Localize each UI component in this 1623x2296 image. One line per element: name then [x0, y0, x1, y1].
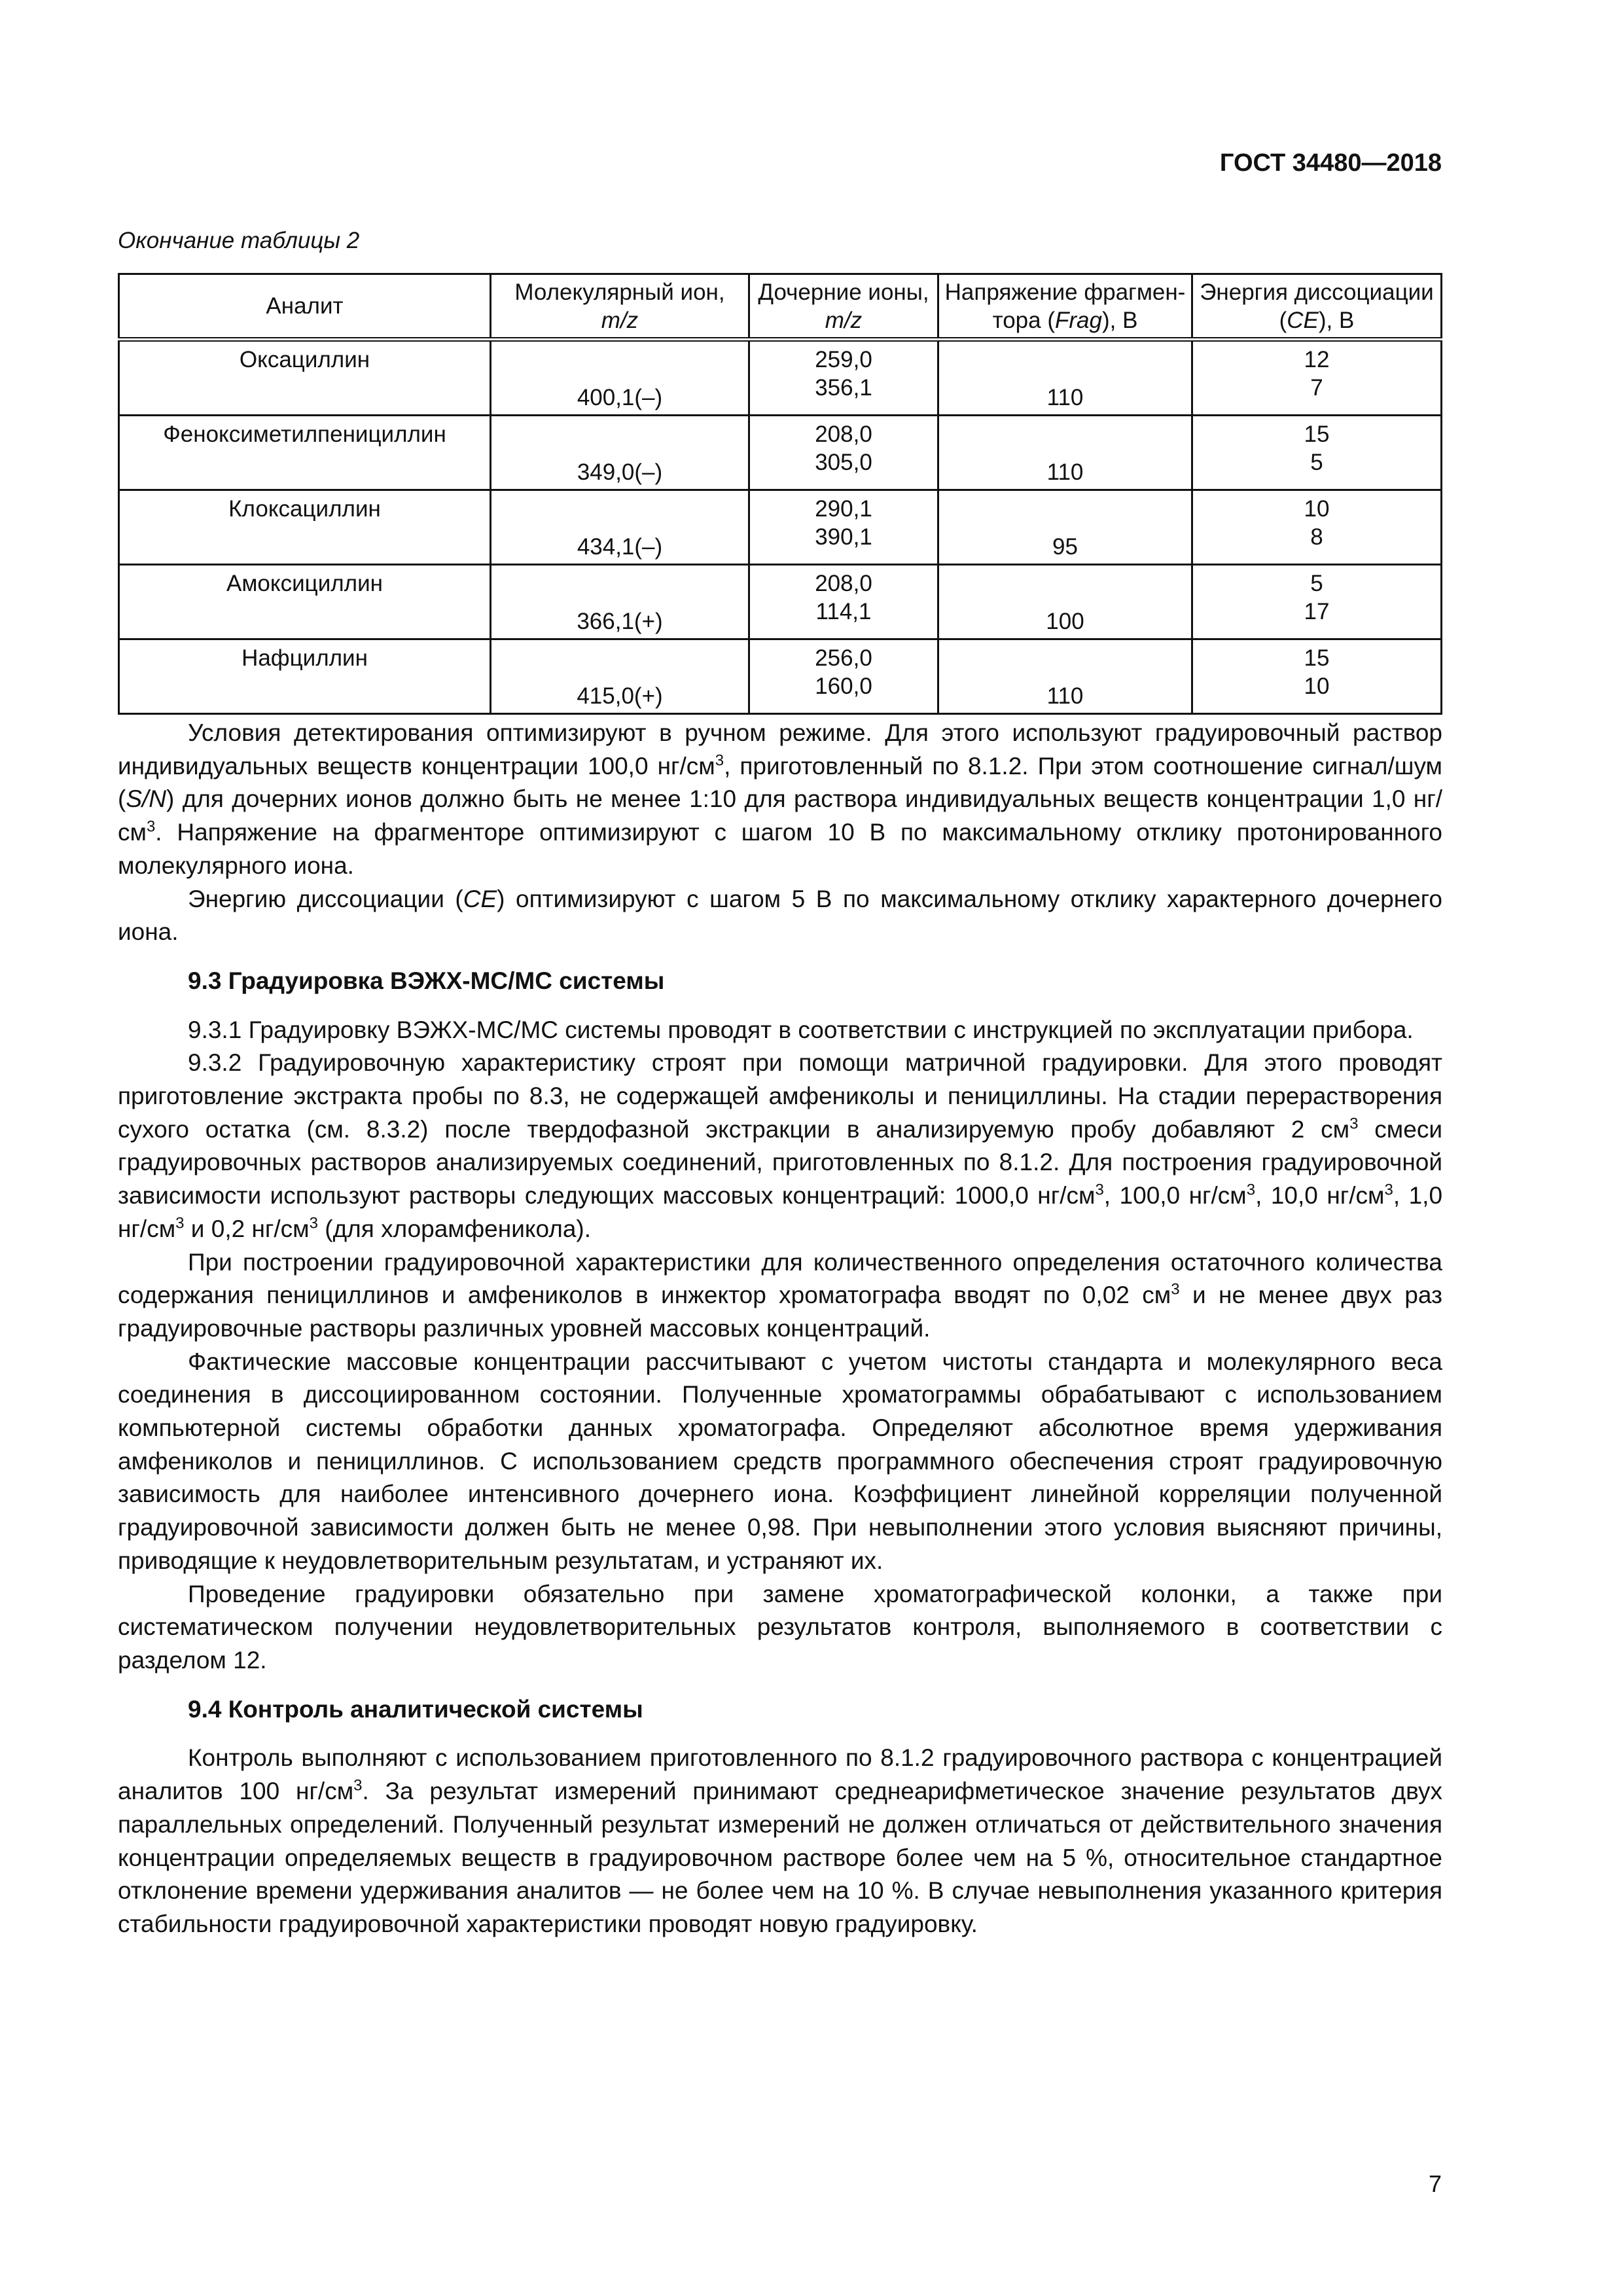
- ce-value: 5: [1310, 571, 1323, 596]
- paragraph: [118, 1014, 1442, 1047]
- ce-value: 7: [1310, 375, 1323, 401]
- header-text: тора (: [992, 307, 1055, 333]
- text-run: , 100,0 нг/см: [1103, 1182, 1247, 1210]
- paragraph: [118, 1047, 1442, 1246]
- daughter-ion: 208,0: [815, 571, 872, 596]
- cell-fragmentor: 110: [938, 340, 1192, 416]
- text-run: , 1,0 нг/см: [118, 1182, 1443, 1242]
- ce-value: 17: [1304, 599, 1330, 624]
- table-header-row: [119, 274, 1442, 340]
- superscript: 3: [1095, 1181, 1104, 1199]
- cell-collision-energy: [1192, 340, 1442, 416]
- text-run: и не менее двух раз градуировочные растворы различных уровней массовых концентраций.: [118, 1282, 1442, 1342]
- header-unit: m/z: [601, 307, 639, 333]
- text-run: Проведение градуировки обязательно при замене хроматографической колонки, а также при систематическом получении неудовлетворительных результатов контроля, выполняемого в соответствии с разделом 12.: [118, 1580, 1442, 1674]
- text-run: , 10,0 нг/см: [1255, 1182, 1385, 1210]
- superscript: 3: [715, 751, 724, 770]
- ce-value: 5: [1310, 450, 1323, 475]
- text-run: Условия детектирования оптимизируют в ручном режиме. Для этого используют градуировочный раствор индивидуальных веществ концентрации 100,0 нг/см: [118, 719, 1442, 780]
- text-run: 9.4 Контроль аналитической системы: [188, 1695, 643, 1723]
- text-run: 9.3.2 Градуировочную характеристику строят при помощи матричной градуировки. Для этого проводят приготовление экстракта пробы по 8.3, не содержащей амфениколы и пенициллины. На стадии перерастворения сухого остатка (см. 8.3.2) после твердофазной экстракции в анализируемую пробу добавляют 2 см: [118, 1049, 1442, 1143]
- header-text: Напряжение фрагмен-: [944, 279, 1186, 305]
- header-analyte: Аналит: [119, 274, 491, 340]
- daughter-ion: 259,0: [815, 347, 872, 372]
- table-caption: Окончание таблицы 2: [118, 228, 360, 253]
- cell-daughter-ions: [749, 565, 938, 639]
- text-run: . Напряжение на фрагменторе оптимизируют с шагом 10 В по максимальному отклику протонированного молекулярного иона.: [118, 819, 1442, 879]
- cell-collision-energy: [1192, 565, 1442, 639]
- cell-fragmentor: 110: [938, 416, 1192, 490]
- paragraph: [118, 883, 1442, 949]
- cell-collision-energy: [1192, 416, 1442, 490]
- cell-analyte: Феноксиметилпенициллин: [119, 416, 491, 490]
- ce-value: 12: [1304, 347, 1330, 372]
- text-run: 9.3 Градуировка ВЭЖХ-МС/МС системы: [188, 967, 665, 994]
- table-row: [119, 340, 1442, 416]
- text-run: . За результат измерений принимают среднеарифметическое значение результатов двух параллельных определений. Полученный результат измерений не должен отличаться от действительного значения концентрации определяемых веществ в градуировочном растворе более чем на 5 %, относительное стандартное отклонение времени удерживания аналитов — не более чем на 10 %. В случае невыполнения указанного критерия стабильности градуировочной характеристики проводят новую градуировку.: [118, 1778, 1442, 1937]
- text-run: ) для дочерних ионов должно быть не менее 1:10 для раствора индивидуальных веществ концентрации 1,0 нг/см: [118, 785, 1442, 846]
- table-row: [119, 565, 1442, 639]
- ce-value: 10: [1304, 673, 1330, 699]
- paragraph: [118, 717, 1442, 883]
- header-text: Дочерние ионы,: [758, 279, 929, 305]
- daughter-ion: 290,1: [815, 496, 872, 522]
- document-body: [118, 717, 1442, 1941]
- superscript: 3: [146, 817, 156, 836]
- cell-daughter-ions: [749, 416, 938, 490]
- cell-collision-energy: [1192, 490, 1442, 565]
- cell-analyte: Оксациллин: [119, 340, 491, 416]
- cell-molecular-ion: 415,0(+): [491, 639, 749, 714]
- table-row: [119, 490, 1442, 565]
- table-row: [119, 416, 1442, 490]
- cell-fragmentor: 110: [938, 639, 1192, 714]
- header-unit: m/z: [825, 307, 863, 333]
- daughter-ion: 356,1: [815, 375, 872, 401]
- paragraph: [118, 1346, 1442, 1578]
- table-row: [119, 639, 1442, 714]
- section-heading: [118, 965, 1442, 998]
- paragraph: [118, 1742, 1442, 1941]
- header-text: ), В: [1318, 307, 1355, 333]
- text-run: , приготовленный по 8.1.2. При этом соотношение сигнал/шум (: [118, 752, 1442, 813]
- text-run: S/N: [126, 785, 167, 813]
- text-run: CE: [463, 885, 497, 912]
- header-text: ), В: [1101, 307, 1138, 333]
- text-run: и 0,2 нг/см: [184, 1215, 310, 1242]
- superscript: 3: [353, 1776, 363, 1795]
- cell-daughter-ions: [749, 340, 938, 416]
- ce-value: 15: [1304, 422, 1330, 447]
- daughter-ion: 208,0: [815, 422, 872, 447]
- paragraph: [118, 1246, 1442, 1346]
- header-abbrev: CE: [1287, 307, 1319, 333]
- cell-collision-energy: [1192, 639, 1442, 714]
- cell-molecular-ion: 434,1(–): [491, 490, 749, 565]
- superscript: 3: [309, 1214, 318, 1232]
- header-abbrev: Frag: [1055, 307, 1102, 333]
- cell-molecular-ion: 400,1(–): [491, 340, 749, 416]
- page-number: 7: [1428, 2170, 1442, 2197]
- superscript: 3: [1246, 1181, 1256, 1199]
- cell-daughter-ions: [749, 639, 938, 714]
- header-molecular-ion: [491, 274, 749, 340]
- document-id: ГОСТ 34480—2018: [1219, 149, 1442, 177]
- text-run: Фактические массовые концентрации рассчитывают с учетом чистоты стандарта и молекулярного веса соединения в диссоциированном состоянии. Полученные хроматограммы обрабатывают с использованием компьютерной системы обработки данных хроматографа. Определяют абсолютное время удерживания амфениколов и пенициллинов. С использованием средств программного обеспечения строят градуировочную зависимость для наиболее интенсивного дочернего иона. Коэффициент линейной корреляции полученной градуировочной зависимости должен быть не менее 0,98. При невыполнении этого условия выясняют причины, приводящие к неудовлетворительным результатам, и устраняют их.: [118, 1348, 1442, 1574]
- daughter-ion: 256,0: [815, 645, 872, 671]
- header-text: (: [1279, 307, 1287, 333]
- text-run: смеси градуировочных растворов анализируемых соединений, приготовленных по 8.1.2. Для построения градуировочной зависимости используют растворы следующих массовых концентраций: 1000,0 нг/см: [118, 1115, 1442, 1210]
- text-run: Энергию диссоциации (: [188, 885, 463, 912]
- ions-table: [118, 273, 1442, 715]
- cell-analyte: Нафциллин: [119, 639, 491, 714]
- cell-daughter-ions: [749, 490, 938, 565]
- daughter-ion: 390,1: [815, 524, 872, 550]
- text-run: Контроль выполняют с использованием приготовленного по 8.1.2 градуировочного раствора с концентрацией аналитов 100 нг/см: [118, 1744, 1442, 1805]
- header-fragmentor-voltage: [938, 274, 1192, 340]
- header-collision-energy: [1192, 274, 1442, 340]
- superscript: 3: [1349, 1115, 1359, 1133]
- ce-value: 15: [1304, 645, 1330, 671]
- text-run: При построении градуировочной характеристики для количественного определения остаточного количества содержания пенициллинов и амфениколов в инжектор хроматографа вводят по 0,02 см: [118, 1248, 1442, 1309]
- cell-analyte: Клоксациллин: [119, 490, 491, 565]
- superscript: 3: [175, 1214, 185, 1232]
- cell-analyte: Амоксициллин: [119, 565, 491, 639]
- daughter-ion: 160,0: [815, 673, 872, 699]
- header-text: Молекулярный ион,: [514, 279, 725, 305]
- cell-fragmentor: 100: [938, 565, 1192, 639]
- text-run: 9.3.1 Градуировку ВЭЖХ-МС/МС системы проводят в соответствии с инструкцией по эксплуатации прибора.: [188, 1016, 1414, 1043]
- ce-value: 10: [1304, 496, 1330, 522]
- cell-molecular-ion: 366,1(+): [491, 565, 749, 639]
- ce-value: 8: [1310, 524, 1323, 550]
- cell-molecular-ion: 349,0(–): [491, 416, 749, 490]
- text-run: (для хлорамфеникола).: [317, 1215, 591, 1242]
- cell-fragmentor: 95: [938, 490, 1192, 565]
- superscript: 3: [1384, 1181, 1393, 1199]
- text-run: ) оптимизируют с шагом 5 В по максимальному отклику характерного дочернего иона.: [118, 885, 1442, 946]
- header-text: Энергия диссоциации: [1200, 279, 1434, 305]
- daughter-ion: 114,1: [815, 599, 872, 624]
- superscript: 3: [1171, 1280, 1180, 1299]
- paragraph: [118, 1578, 1442, 1677]
- section-heading: [118, 1693, 1442, 1727]
- daughter-ion: 305,0: [815, 450, 872, 475]
- header-daughter-ions: [749, 274, 938, 340]
